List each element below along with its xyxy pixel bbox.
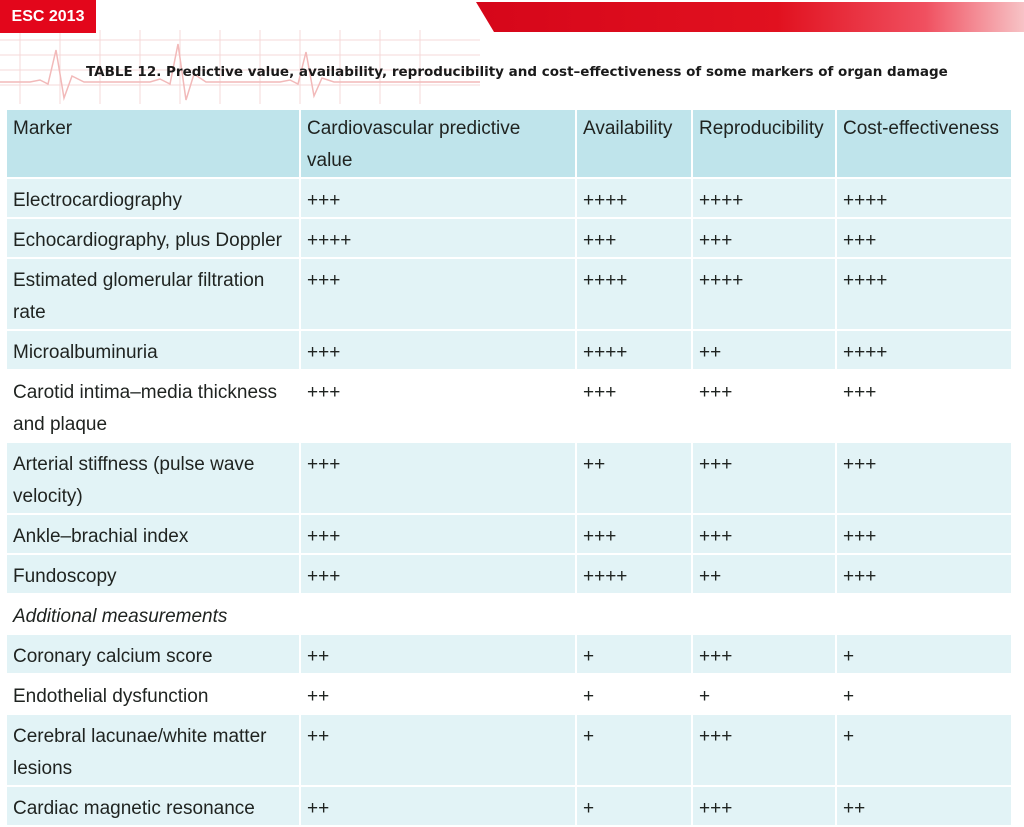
marker-cell: Endothelial dysfunction <box>6 674 300 714</box>
availability-cell: ++++ <box>576 178 692 218</box>
reproducibility-cell: +++ <box>692 786 836 826</box>
availability-cell: ++ <box>576 442 692 514</box>
reproducibility-cell: +++ <box>692 370 836 442</box>
markers-table <box>5 108 1013 827</box>
reproducibility-cell: +++ <box>692 634 836 674</box>
cost-cell: + <box>836 714 1012 786</box>
reproducibility-cell: +++ <box>692 218 836 258</box>
cost-cell: ++++ <box>836 178 1012 218</box>
header-red-bar <box>476 2 1024 32</box>
cv-cell: ++ <box>300 786 576 826</box>
cost-cell: +++ <box>836 554 1012 594</box>
table-row <box>6 330 1012 370</box>
availability-cell: ++++ <box>576 258 692 330</box>
marker-cell: Cerebral lacunae/white matter lesions <box>6 714 300 786</box>
reproducibility-cell: +++ <box>692 442 836 514</box>
table-row <box>6 634 1012 674</box>
cost-cell: ++++ <box>836 330 1012 370</box>
availability-cell: + <box>576 674 692 714</box>
cv-cell <box>300 594 576 634</box>
table-row <box>6 674 1012 714</box>
cost-cell <box>836 594 1012 634</box>
cv-cell: +++ <box>300 554 576 594</box>
cost-cell: + <box>836 634 1012 674</box>
availability-cell: +++ <box>576 370 692 442</box>
availability-cell: + <box>576 714 692 786</box>
cv-cell: ++ <box>300 714 576 786</box>
marker-cell: Coronary calcium score <box>6 634 300 674</box>
reproducibility-cell: ++ <box>692 554 836 594</box>
reproducibility-cell: +++ <box>692 714 836 786</box>
column-header-marker: Marker <box>6 109 300 178</box>
cost-cell: ++ <box>836 786 1012 826</box>
reproducibility-cell: ++++ <box>692 258 836 330</box>
availability-cell: +++ <box>576 514 692 554</box>
marker-cell: Arterial stiffness (pulse wave velocity) <box>6 442 300 514</box>
table-row <box>6 554 1012 594</box>
cv-cell: +++ <box>300 178 576 218</box>
availability-cell: +++ <box>576 218 692 258</box>
column-header-cost-effectiveness: Cost-effectiveness <box>836 109 1012 178</box>
cv-cell: +++ <box>300 258 576 330</box>
section-row-additional <box>6 594 1012 634</box>
cv-cell: +++ <box>300 442 576 514</box>
cv-cell: +++ <box>300 330 576 370</box>
reproducibility-cell <box>692 594 836 634</box>
reproducibility-cell: ++++ <box>692 178 836 218</box>
table-row <box>6 218 1012 258</box>
table-header-row <box>6 109 1012 178</box>
availability-cell: ++++ <box>576 554 692 594</box>
cv-cell: ++ <box>300 674 576 714</box>
reproducibility-cell: +++ <box>692 514 836 554</box>
section-label: Additional measurements <box>6 594 300 634</box>
table-row <box>6 514 1012 554</box>
marker-cell: Carotid intima–media thickness and plaque <box>6 370 300 442</box>
table-row <box>6 370 1012 442</box>
table-row <box>6 258 1012 330</box>
availability-cell: ++++ <box>576 330 692 370</box>
cost-cell: +++ <box>836 442 1012 514</box>
cost-cell: +++ <box>836 370 1012 442</box>
cost-cell: + <box>836 674 1012 714</box>
marker-cell: Estimated glomerular filtration rate <box>6 258 300 330</box>
cost-cell: +++ <box>836 514 1012 554</box>
availability-cell <box>576 594 692 634</box>
table-title: TABLE 12. Predictive value, availability, reproducibility and cost–effectiveness of some markers of organ damage <box>86 64 948 80</box>
cost-cell: +++ <box>836 218 1012 258</box>
availability-cell: + <box>576 634 692 674</box>
marker-cell: Echocardiography, plus Doppler <box>6 218 300 258</box>
cv-cell: ++++ <box>300 218 576 258</box>
column-header-cv-predictive-value: Cardiovascular predictive value <box>300 109 576 178</box>
reproducibility-cell: ++ <box>692 330 836 370</box>
marker-cell: Electrocardiography <box>6 178 300 218</box>
esc-badge: ESC 2013 <box>0 0 96 33</box>
table-row <box>6 442 1012 514</box>
marker-cell: Ankle–brachial index <box>6 514 300 554</box>
cv-cell: +++ <box>300 370 576 442</box>
column-header-availability: Availability <box>576 109 692 178</box>
marker-cell: Microalbuminuria <box>6 330 300 370</box>
table-row <box>6 178 1012 218</box>
cv-cell: +++ <box>300 514 576 554</box>
cost-cell: ++++ <box>836 258 1012 330</box>
marker-cell: Cardiac magnetic resonance <box>6 786 300 826</box>
reproducibility-cell: + <box>692 674 836 714</box>
cv-cell: ++ <box>300 634 576 674</box>
table-row <box>6 786 1012 826</box>
availability-cell: + <box>576 786 692 826</box>
marker-cell: Fundoscopy <box>6 554 300 594</box>
column-header-reproducibility: Reproducibility <box>692 109 836 178</box>
table-row <box>6 714 1012 786</box>
